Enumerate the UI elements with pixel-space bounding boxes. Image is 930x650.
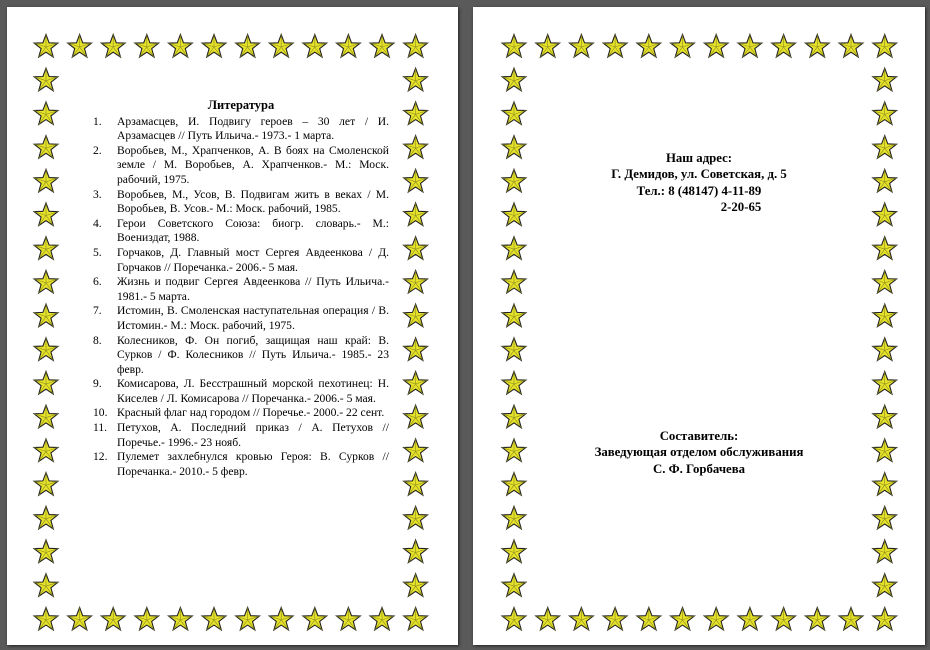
star-icon: [873, 68, 897, 91]
item-text: Жизнь и подвиг Сергея Авдеенкова // Путь Ильича.- 1981.- 5 марта.: [117, 275, 389, 303]
star-icon: [34, 270, 58, 293]
item-number: 10.: [93, 406, 108, 420]
literature-item: [93, 217, 389, 246]
star-icon: [34, 473, 58, 496]
item-number: 9.: [93, 377, 102, 391]
star-icon: [404, 574, 428, 597]
phone-line-2: 2-20-65: [720, 199, 762, 214]
star-icon: [404, 338, 428, 361]
star-icon: [873, 338, 897, 361]
star-icon: [404, 136, 428, 159]
star-icon: [570, 35, 594, 58]
star-icon: [502, 338, 526, 361]
star-icon: [603, 607, 627, 630]
star-icon: [135, 607, 159, 630]
star-icon: [404, 203, 428, 226]
star-icon: [502, 304, 526, 327]
star-icon: [570, 607, 594, 630]
star-icon: [404, 35, 428, 58]
star-icon: [873, 607, 897, 630]
star-icon: [337, 35, 361, 58]
star-icon: [873, 237, 897, 260]
item-number: 6.: [93, 275, 102, 289]
item-number: 4.: [93, 216, 102, 230]
item-text: Петухов, А. Последний приказ / А. Петухов // Поречье.- 1996.- 23 нояб.: [117, 421, 389, 449]
star-icon: [303, 35, 327, 58]
star-icon: [839, 35, 863, 58]
star-icon: [536, 607, 560, 630]
star-icon: [502, 102, 526, 125]
item-number: 12.: [93, 450, 108, 464]
star-icon: [404, 169, 428, 192]
star-icon: [502, 237, 526, 260]
star-icon: [404, 68, 428, 91]
star-icon: [404, 237, 428, 260]
literature-list: [93, 115, 389, 480]
item-number: 1.: [93, 114, 102, 128]
star-icon: [637, 35, 661, 58]
item-text: Воробьев, М., Храпченков, А. В боях на Смоленской земле / М. Воробьев, А. Храпченков.- М.: Моск. рабочий, 1975.: [117, 143, 389, 186]
literature-item: [93, 246, 389, 275]
star-icon: [202, 607, 226, 630]
star-icon: [873, 102, 897, 125]
star-border: [473, 7, 925, 645]
star-icon: [873, 506, 897, 529]
star-icon: [34, 506, 58, 529]
literature-item: [93, 450, 389, 479]
right-page: [473, 7, 925, 645]
star-icon: [502, 405, 526, 428]
star-icon: [34, 574, 58, 597]
star-icon: [337, 607, 361, 630]
literature-item: [93, 334, 389, 378]
item-number: 7.: [93, 304, 102, 318]
compiler-name: С. Ф. Горбачева: [652, 461, 746, 476]
phone-line: Тел.: 8 (48147) 4-11-89: [636, 183, 762, 198]
star-icon: [34, 607, 58, 630]
star-icon: [135, 35, 159, 58]
literature-item: [93, 144, 389, 188]
star-icon: [34, 68, 58, 91]
star-icon: [671, 35, 695, 58]
star-icon: [404, 372, 428, 395]
star-icon: [738, 607, 762, 630]
item-number: 8.: [93, 333, 102, 347]
star-icon: [502, 35, 526, 58]
star-icon: [502, 372, 526, 395]
star-icon: [772, 607, 796, 630]
star-icon: [502, 574, 526, 597]
compiler-block: [473, 428, 925, 477]
star-icon: [839, 607, 863, 630]
star-icon: [873, 304, 897, 327]
star-icon: [873, 35, 897, 58]
star-icon: [404, 405, 428, 428]
star-icon: [370, 35, 394, 58]
star-icon: [236, 35, 260, 58]
literature-item: [93, 406, 389, 421]
star-icon: [269, 607, 293, 630]
star-icon: [536, 35, 560, 58]
star-icon: [34, 405, 58, 428]
star-icon: [873, 372, 897, 395]
item-text: Горчаков, Д. Главный мост Сергея Авдеенкова / Д. Горчаков // Поречанка.- 2006.- 5 мая.: [117, 245, 389, 274]
item-number: 3.: [93, 187, 102, 201]
star-icon: [34, 35, 58, 58]
literature-item: [93, 421, 389, 450]
star-icon: [704, 607, 728, 630]
literature-item: [93, 304, 389, 333]
star-icon: [404, 473, 428, 496]
star-icon: [34, 338, 58, 361]
literature-section: [93, 98, 389, 479]
star-icon: [502, 270, 526, 293]
star-icon: [502, 607, 526, 630]
item-text: Комисарова, Л. Бесстрашный морской пехотинец: Н. Киселев / Л. Комисарова // Поречанка.- 2006.- 5 мая.: [117, 377, 389, 405]
literature-item: [93, 275, 389, 304]
star-icon: [404, 540, 428, 563]
star-icon: [404, 439, 428, 462]
star-icon: [34, 237, 58, 260]
item-text: Воробьев, М., Усов, В. Подвигам жить в веках / М. Воробьев, В. Усов.- М.: Моск. рабочий, 1985.: [117, 187, 389, 216]
compiler-title: Составитель:: [659, 429, 739, 443]
star-icon: [68, 35, 92, 58]
star-icon: [34, 304, 58, 327]
item-number: 2.: [93, 143, 102, 157]
address-block: [473, 150, 925, 215]
item-text: Истомин, В. Смоленская наступательная операция / В. Истомин.- М.: Моск. рабочий, 1975.: [117, 304, 389, 332]
item-text: Герои Советского Союза: биогр. словарь.- М.: Воениздат, 1988.: [117, 216, 389, 245]
star-icon: [404, 607, 428, 630]
literature-item: [93, 115, 389, 144]
star-icon: [169, 607, 193, 630]
item-text: Арзамасцев, И. Подвигу героев – 30 лет / И. Арзамасцев // Путь Ильича.- 1973.- 1 марта.: [117, 114, 389, 143]
compiler-position: Заведующая отделом обслуживания: [594, 445, 804, 460]
star-icon: [34, 203, 58, 226]
literature-item: [93, 377, 389, 406]
star-icon: [34, 136, 58, 159]
star-icon: [34, 169, 58, 192]
left-page: [7, 7, 458, 645]
star-icon: [502, 506, 526, 529]
star-icon: [404, 304, 428, 327]
star-icon: [370, 607, 394, 630]
star-icon: [671, 607, 695, 630]
star-icon: [34, 372, 58, 395]
star-icon: [236, 607, 260, 630]
star-icon: [502, 540, 526, 563]
star-icon: [202, 35, 226, 58]
star-icon: [637, 607, 661, 630]
address-line: Г. Демидов, ул. Советская, д. 5: [611, 167, 787, 182]
star-icon: [169, 35, 193, 58]
address-title: Наш адрес:: [665, 151, 733, 165]
star-icon: [772, 35, 796, 58]
star-icon: [101, 35, 125, 58]
star-icon: [34, 439, 58, 462]
star-icon: [873, 540, 897, 563]
item-number: 5.: [93, 245, 102, 259]
star-icon: [873, 574, 897, 597]
item-text: Колесников, Ф. Он погиб, защищая наш край: В. Сурков / Ф. Колесников // Путь Ильича.- 1985.- 23 февр.: [117, 333, 389, 376]
star-icon: [68, 607, 92, 630]
star-icon: [603, 35, 627, 58]
item-text: Красный флаг над городом // Поречье.- 2000.- 22 сент.: [117, 406, 385, 420]
star-icon: [34, 540, 58, 563]
item-text: Пулемет захлебнулся кровью Героя: В. Сурков // Поречанка.- 2010.- 5 февр.: [117, 450, 389, 478]
literature-title: Литература: [207, 98, 275, 112]
star-icon: [704, 35, 728, 58]
star-icon: [269, 35, 293, 58]
star-icon: [303, 607, 327, 630]
item-number: 11.: [93, 421, 108, 435]
star-icon: [738, 35, 762, 58]
star-icon: [873, 270, 897, 293]
star-icon: [34, 102, 58, 125]
star-icon: [502, 68, 526, 91]
literature-item: [93, 188, 389, 217]
star-icon: [404, 270, 428, 293]
star-icon: [404, 506, 428, 529]
star-icon: [404, 102, 428, 125]
star-icon: [805, 35, 829, 58]
star-icon: [805, 607, 829, 630]
star-icon: [101, 607, 125, 630]
star-icon: [873, 405, 897, 428]
